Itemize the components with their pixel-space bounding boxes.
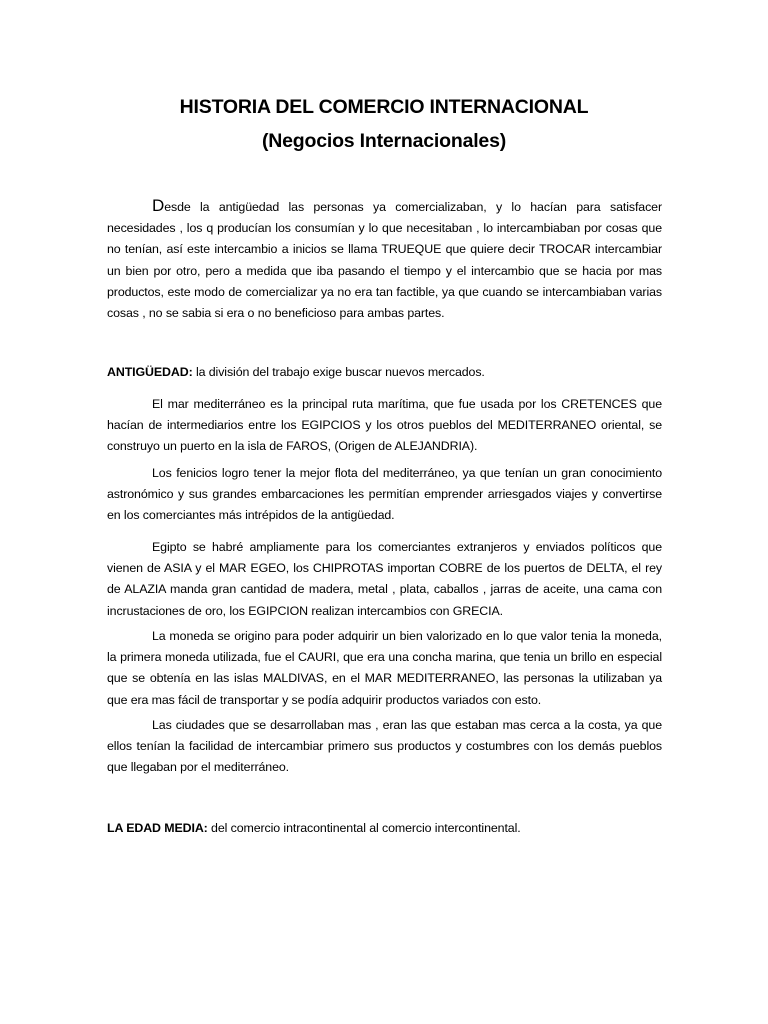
paragraph-ciudades	[107, 715, 662, 779]
paragraph-mar-mediterraneo	[107, 394, 662, 458]
paragraph-fenicios	[107, 463, 662, 527]
document-subtitle: (Negocios Internacionales)	[261, 130, 507, 152]
edad-media-label: LA EDAD MEDIA:	[107, 821, 208, 835]
paragraph-text: Egipto se habré ampliamente para los comerciantes extranjeros y enviados políticos que vienen de ASIA y el MAR EGEO, los CHIPROTAS importan COBRE de los puertos de DELTA, el rey de ALAZIA manda gran cantidad de madera, metal , plata, caballos , jarras de aceite, una cama con incrustaciones de oro, los EGIPCION realizan intercambios con GRECIA.	[107, 540, 662, 618]
paragraph-egipto	[107, 537, 662, 622]
antiguedad-text: la división del trabajo exige buscar nuevos mercados.	[192, 365, 485, 379]
paragraph-text: Los fenicios logro tener la mejor flota del mediterráneo, ya que tenían un gran conocimiento astronómico y sus grandes embarcaciones les permitían emprender arriesgados viajes y convertirse en los comerciantes más intrépidos de la antigüedad.	[107, 466, 662, 523]
edad-media-text: del comercio intracontinental al comercio intercontinental.	[207, 821, 521, 835]
paragraph-text: La moneda se origino para poder adquirir un bien valorizado en lo que valor tenia la moneda, la primera moneda utilizada, fue el CAURI, que era una concha marina, que tenia un brillo en especial que se obtenía en las islas MALDIVAS, en el MAR MEDITERRANEO, las personas la utilizaban ya que era mas fácil de transportar y se podía adquirir productos variados con esto.	[107, 629, 662, 707]
antiguedad-label: ANTIGÜEDAD:	[107, 365, 193, 379]
intro-paragraph	[107, 197, 662, 324]
intro-text: esde la antigüedad las personas ya comercializaban, y lo hacían para satisfacer necesidades , los q producían los consumían y lo que necesitaban , lo intercambiaban por cosas que no tenían, así este intercambio a inicios se llama TRUEQUE que quiere decir TROCAR intercambiar un bien por otro, pero a medida que iba pasando el tiempo y el intercambio que se hacia por mas productos, este modo de comercializar ya no era tan factible, ya que cuando se intercambiaban varias cosas , no se sabia si era o no beneficioso para ambas partes.	[107, 200, 662, 321]
paragraph-text: El mar mediterráneo es la principal ruta marítima, que fue usada por los CRETENCES que hacían de intermediarios entre los EGIPCIOS y los otros pueblos del MEDITERRANEO oriental, se construyo un puerto en la isla de FAROS, (Origen de ALEJANDRIA).	[107, 397, 662, 454]
paragraph-moneda	[107, 626, 662, 711]
edad-media-heading	[107, 818, 662, 839]
document-title: HISTORIA DEL COMERCIO INTERNACIONAL	[179, 96, 589, 118]
intro-dropcap: D	[152, 196, 165, 215]
paragraph-text: Las ciudades que se desarrollaban mas , eran las que estaban mas cerca a la costa, ya que ellos tenían la facilidad de intercambiar primero sus productos y costumbres con los demás pueblos que llegaban por el mediterráneo.	[107, 718, 662, 775]
antiguedad-heading	[107, 362, 662, 383]
